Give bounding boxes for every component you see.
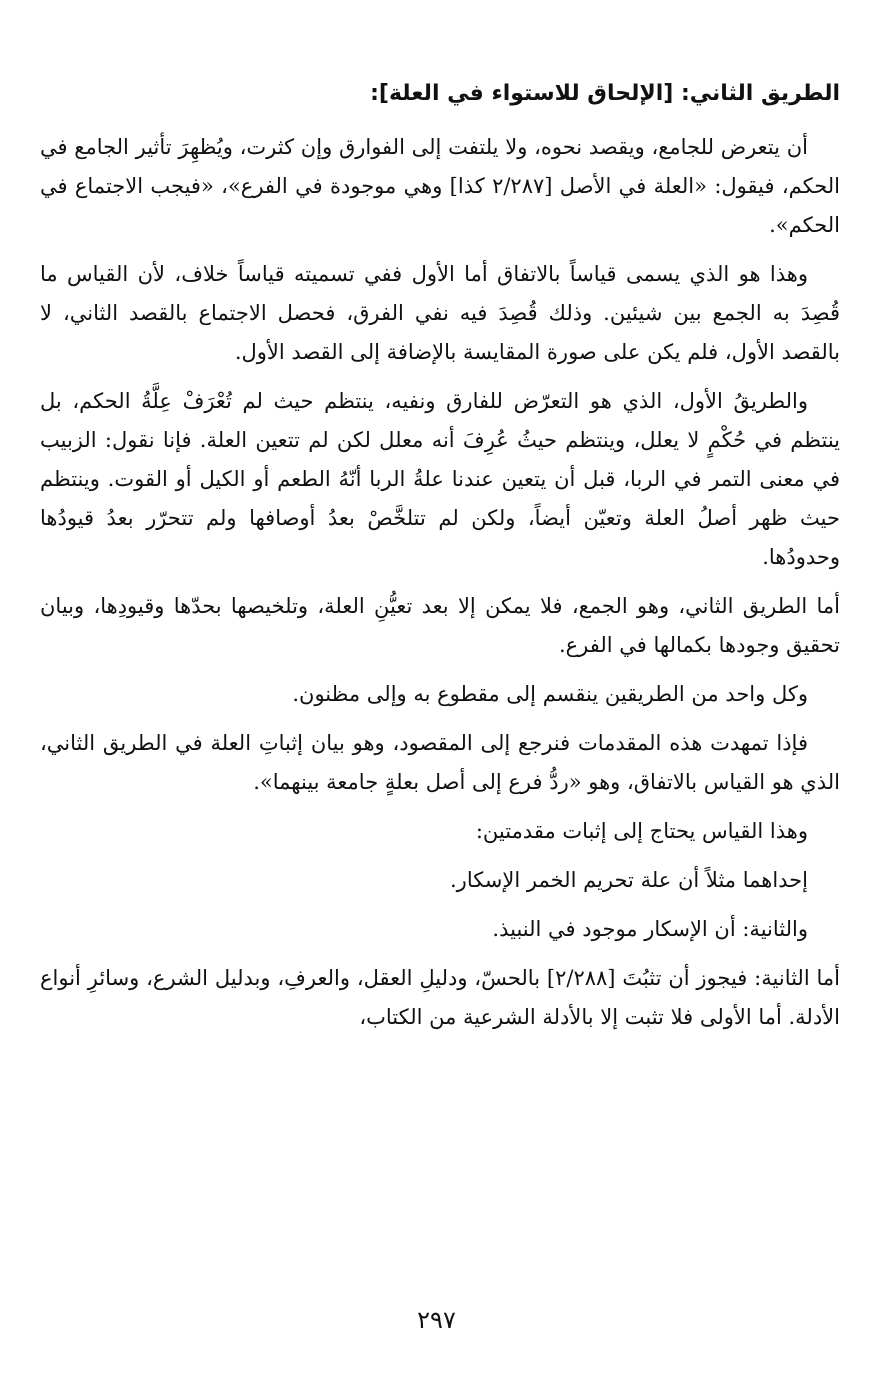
paragraph-7: وهذا القياس يحتاج إلى إثبات مقدمتين: (475, 819, 808, 843)
document-page (40, 74, 840, 1047)
paragraph-5: وكل واحد من الطريقين ينقسم إلى مقطوع به وإلى مظنون. (292, 682, 808, 706)
paragraph-2: وهذا هو الذي يسمى قياساً بالاتفاق أما الأول ففي تسميته قياساً خلاف، لأن القياس ما قُصِدَ به الجمع بين شيئين. وذلك قُصِدَ فيه نفي الفرق، فحصل الاجتماع بالقصد الثاني، لا بالقصد الأول، فلم يكن على صورة المقايسة بالإضافة إلى القصد الأول. (40, 262, 840, 364)
paragraph-9: والثانية: أن الإسكار موجود في النبيذ. (492, 917, 808, 941)
paragraph-1: أن يتعرض للجامع، ويقصد نحوه، ولا يلتفت إلى الفوارق وإن كثرت، ويُظهِرَ تأثير الجامع في الحكم، فيقول: «العلة في الأصل [٢/٢٨٧ كذا] وهي موجودة في الفرع»، «فيجب الاجتماع في الحكم». (40, 135, 840, 237)
paragraph-3: والطريقُ الأول، الذي هو التعرّض للفارق ونفيه، ينتظم حيث لم تُعْرَفْ عِلَّةُ الحكم، بل ينتظم في حُكْمٍ لا يعلل، وينتظم حيثُ عُرِفَ أنه معلل لكن لم تتعين العلة. فإنا نقول: الزبيب في معنى التمر في الربا، قبل أن يتعين عندنا علةُ الربا أنّهُ الطعم أو الكيل أو القوت. وينتظم حيث ظهر أصلُ العلة وتعيّن أيضاً، ولكن لم تتلخَّصْ بعدُ أوصافها ولم تتحرّر بعدُ قيودُها وحدودُها. (40, 389, 840, 569)
paragraph-4: أما الطريق الثاني، وهو الجمع، فلا يمكن إلا بعد تعيُّنِ العلة، وتلخيصها بحدّها وقيودِها، وبيان تحقيق وجودها بكمالها في الفرع. (40, 594, 840, 657)
paragraph-10: أما الثانية: فيجوز أن تثبُتَ [٢/٢٨٨] بالحسّ، ودليلِ العقل، والعرفِ، وبدليل الشرع، وسائرِ أنواع الأدلة. أما الأولى فلا تثبت إلا بالأدلة الشرعية من الكتاب، (40, 966, 840, 1029)
paragraph-8: إحداهما مثلاً أن علة تحريم الخمر الإسكار. (450, 868, 808, 892)
paragraph-6: فإذا تمهدت هذه المقدمات فنرجع إلى المقصود، وهو بيان إثباتِ العلة في الطريق الثاني، الذي هو القياس بالاتفاق، وهو «ردُّ فرع إلى أصل بعلةٍ جامعة بينهما». (40, 731, 840, 794)
page-number: ٢٩٧ (417, 1306, 456, 1334)
section-heading: الطريق الثاني: [الإلحاق للاستواء في العلة]: (370, 81, 840, 106)
